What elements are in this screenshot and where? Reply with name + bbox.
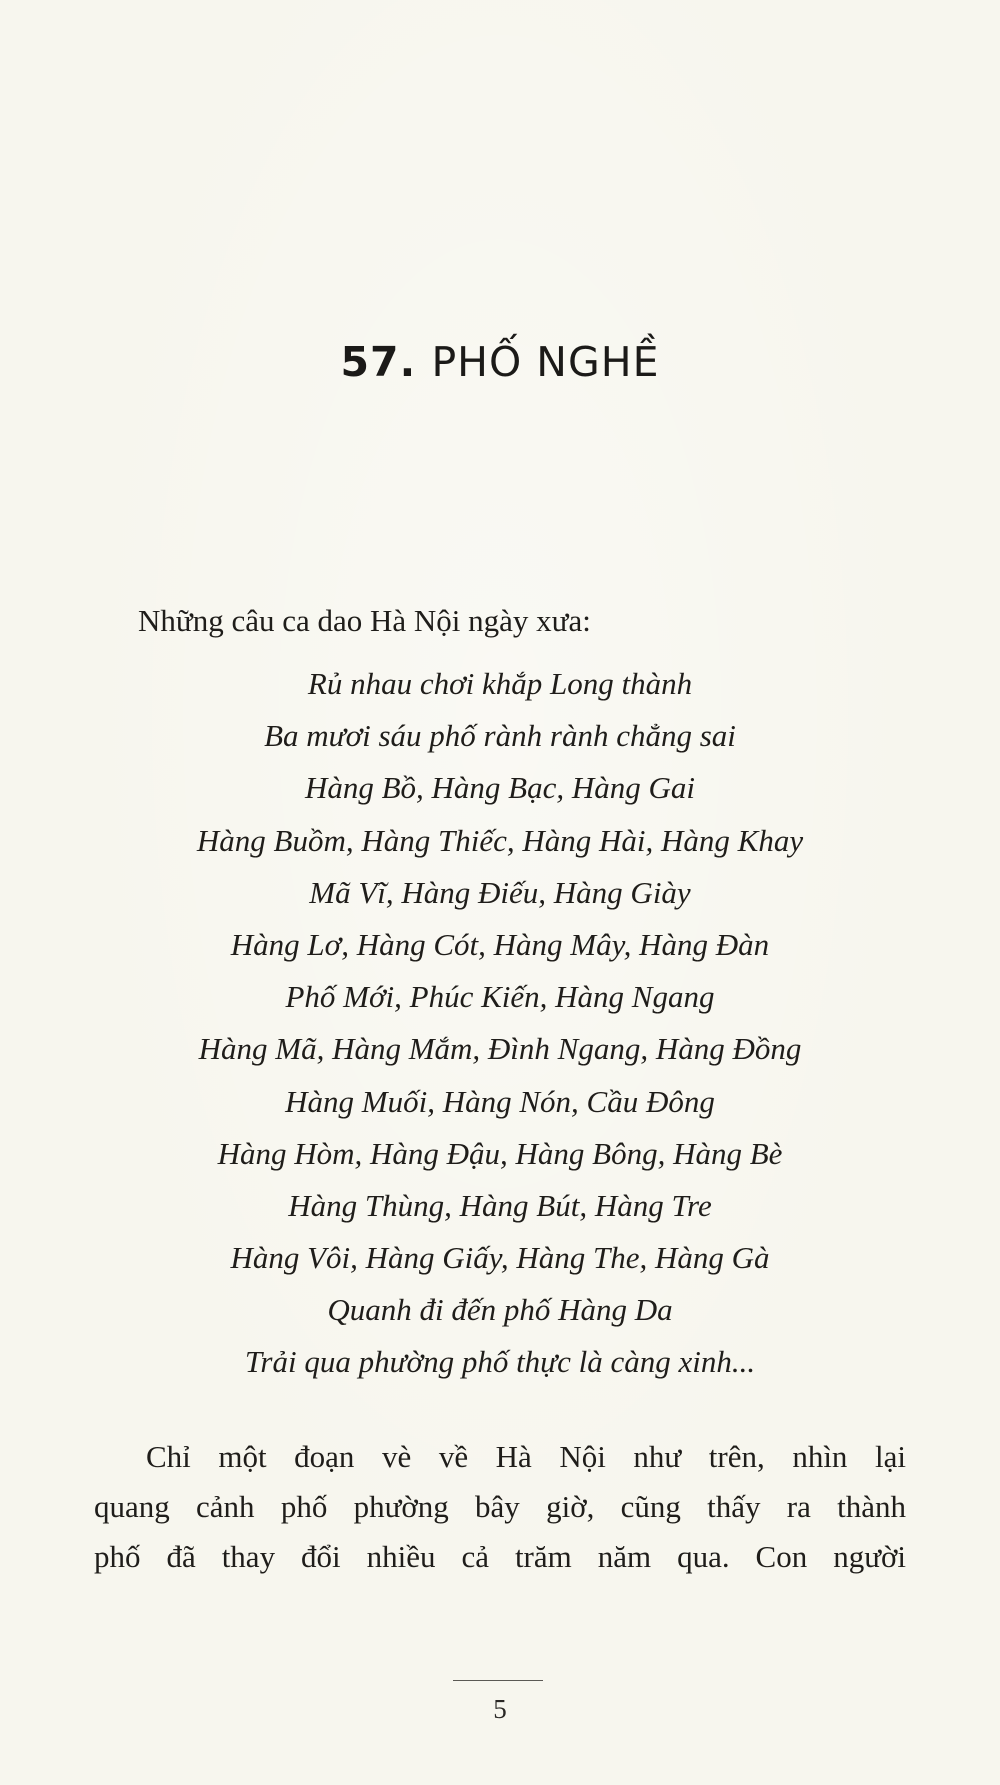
body-line: Chỉ một đoạn vè về Hà Nội như trên, nhìn lại: [146, 1439, 906, 1474]
poem-line: Hàng Thùng, Hàng Bút, Hàng Tre: [288, 1187, 712, 1223]
body-paragraph: [94, 1432, 906, 1582]
poem-line: Phố Mới, Phúc Kiến, Hàng Ngang: [285, 979, 715, 1015]
poem-line: Hàng Mã, Hàng Mắm, Đình Ngang, Hàng Đồng: [198, 1031, 802, 1067]
chapter-title: PHỐ NGHỀ: [431, 338, 660, 386]
poem-line: Hàng Lơ, Hàng Cót, Hàng Mây, Hàng Đàn: [230, 926, 770, 962]
folk-poem: [0, 658, 1000, 1389]
poem-line: Rủ nhau chơi khắp Long thành: [307, 666, 693, 701]
poem-line: Hàng Muối, Hàng Nón, Cầu Đông: [285, 1083, 715, 1119]
page-number: 5: [493, 1694, 507, 1724]
body-line: quang cảnh phố phường bây giờ, cũng thấy ra thành: [94, 1489, 906, 1524]
intro-line: Những câu ca dao Hà Nội ngày xưa:: [138, 603, 591, 638]
body-line: phố đã thay đổi nhiều cả trăm năm qua. Con người: [94, 1539, 906, 1574]
poem-line: Quanh đi đến phố Hàng Da: [327, 1292, 673, 1328]
chapter-number: 57.: [340, 338, 417, 386]
poem-line: Trải qua phường phố thực là càng xinh...: [244, 1344, 756, 1380]
poem-line: Hàng Hòm, Hàng Đậu, Hàng Bông, Hàng Bè: [217, 1135, 783, 1171]
poem-line: Mã Vĩ, Hàng Điếu, Hàng Giày: [309, 874, 691, 910]
poem-line: Hàng Buồm, Hàng Thiếc, Hàng Hài, Hàng Khay: [196, 822, 804, 858]
poem-line: Hàng Bồ, Hàng Bạc, Hàng Gai: [304, 770, 696, 806]
poem-line: Ba mươi sáu phố rành rành chẳng sai: [264, 718, 736, 754]
folio-rule: [453, 1680, 543, 1681]
poem-line: Hàng Vôi, Hàng Giấy, Hàng The, Hàng Gà: [230, 1240, 770, 1276]
chapter-heading: [0, 338, 1000, 386]
